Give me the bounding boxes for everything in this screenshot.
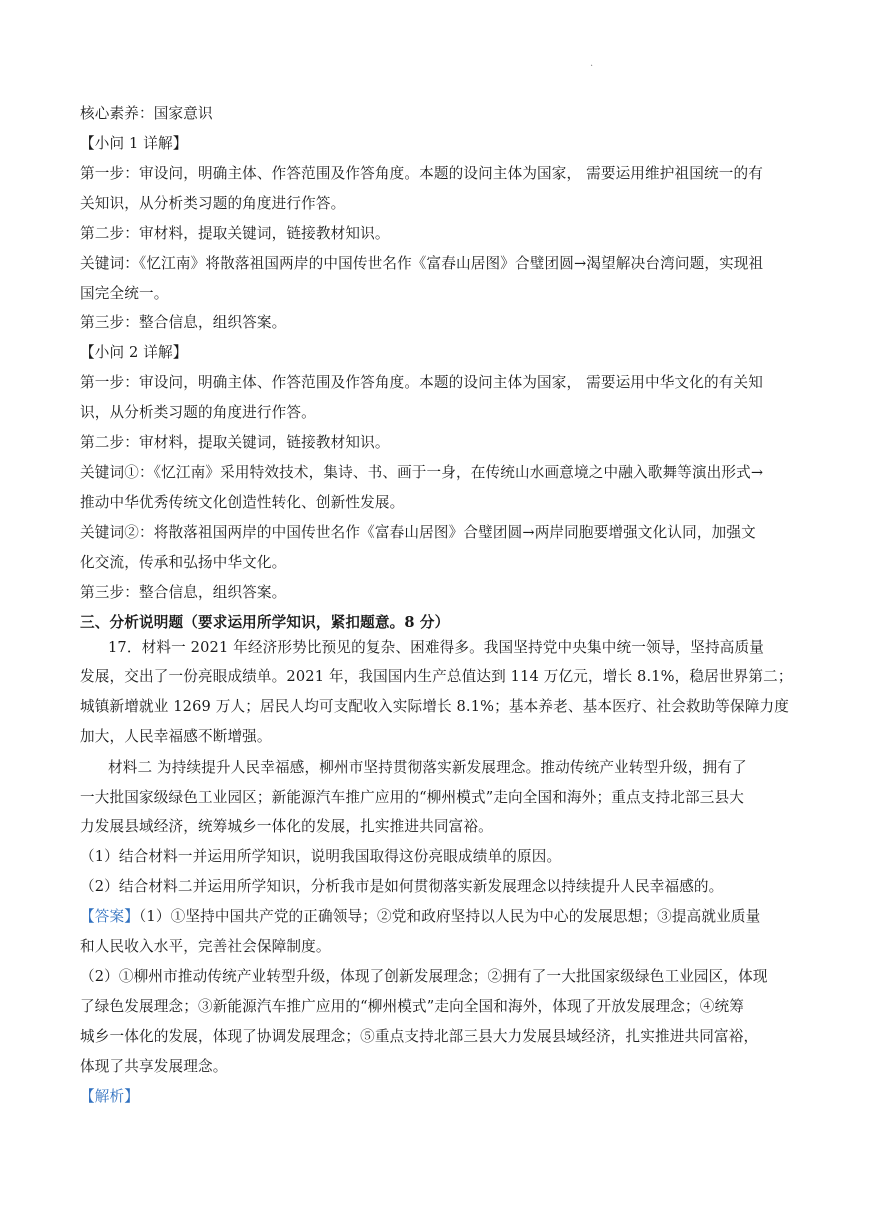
paragraph-line: 关键词①：《忆江南》采用特效技术，集诗、书、画于一身，在传统山水画意境之中融入歌舞等演出形式→ [80,464,764,481]
paragraph-line: 第一步：审设问，明确主体、作答范围及作答角度。本题的设问主体为国家， 需要运用中华文化的有关知 [80,374,764,391]
paragraph-line: 城镇新增就业 1269 万人；居民人均可支配收入实际增长 8.1%；基本养老、基本医疗、社会救助等保障力度 [80,698,790,715]
question-part-1: （1）结合材料一并运用所学知识，说明我国取得这份亮眼成绩单的原因。 [80,848,562,865]
paragraph-line: 第一步：审设问，明确主体、作答范围及作答角度。本题的设问主体为国家， 需要运用维护祖国统一的有 [80,165,764,182]
sub-question-2-heading: 【小问 2 详解】 [80,344,188,361]
paragraph-line: 和人民收入水平，完善社会保障制度。 [80,938,331,955]
paragraph-line: 了绿色发展理念；③新能源汽车推广应用的“柳州模式”走向全国和海外，体现了开放发展理念；④统筹 [80,998,744,1015]
paragraph-line: 第三步：整合信息，组织答案。 [80,584,287,601]
paragraph-line: 体现了共享发展理念。 [80,1058,228,1075]
paragraph-line: 第二步：审材料，提取关键词，链接教材知识。 [80,225,390,242]
paragraph-line: 化交流，传承和弘扬中华文化。 [80,554,287,571]
answer-line [80,907,792,927]
section-heading: 三、分析说明题（要求运用所学知识，紧扣题意。8 分） [80,614,450,631]
analysis-label: 【解析】 [80,1088,139,1105]
paragraph-line: 第三步：整合信息，组织答案。 [80,314,287,331]
sub-question-1-heading: 【小问 1 详解】 [80,135,188,152]
paragraph-line: （2）①柳州市推动传统产业转型升级，体现了创新发展理念；②拥有了一大批国家级绿色工业园区，体现 [80,968,768,985]
paragraph-line: 加大，人民幸福感不断增强。 [80,728,272,745]
paragraph-line: 城乡一体化的发展，体现了协调发展理念；⑤重点支持北部三县大力发展县域经济，扎实推进共同富裕， [80,1028,759,1045]
answer-text: （1）①坚持中国共产党的正确领导；②党和政府坚持以人民为中心的发展思想；③提高就业质量 [138,908,761,925]
paragraph-line: 识，从分析类习题的角度进行作答。 [80,404,316,421]
answer-label: 【答案】 [80,908,139,925]
paragraph-line: 发展，交出了一份亮眼成绩单。2021 年，我国国内生产总值达到 114 万亿元，增长 8.1%，稳居世界第二； [80,668,793,685]
paragraph-line: 关键词：《忆江南》将散落祖国两岸的中国传世名作《富春山居图》合璧团圆→渴望解决台湾问题，实现祖 [80,255,764,272]
question-part-2: （2）结合材料二并运用所学知识，分析我市是如何贯彻落实新发展理念以持续提升人民幸福感的。 [80,878,724,895]
paragraph-line: 关知识，从分析类习题的角度进行作答。 [80,195,346,212]
core-literacy: 核心素养：国家意识 [80,105,213,122]
paragraph-line: 国完全统一。 [80,285,169,302]
paragraph-line: 推动中华优秀传统文化创造性转化、创新性发展。 [80,494,405,511]
paragraph-line: 力发展县域经济，统筹城乡一体化的发展，扎实推进共同富裕。 [80,818,493,835]
material-2-line: 材料二 为持续提升人民幸福感，柳州市坚持贯彻落实新发展理念。推动传统产业转型升级，拥有了 [108,759,747,776]
paragraph-line: 一大批国家级绿色工业园区；新能源汽车推广应用的“柳州模式”走向全国和海外；重点支持北部三县大 [80,789,744,806]
paragraph-line: 关键词②：将散落祖国两岸的中国传世名作《富春山居图》合璧团圆→两岸同胞要增强文化认同，加强文 [80,524,756,541]
header-mark: . [590,58,594,69]
paragraph-line: 第二步：审材料，提取关键词，链接教材知识。 [80,434,390,451]
question-17-line: 17．材料一 2021 年经济形势比预见的复杂、困难得多。我国坚持党中央集中统一领导，坚持高质量 [108,639,764,656]
